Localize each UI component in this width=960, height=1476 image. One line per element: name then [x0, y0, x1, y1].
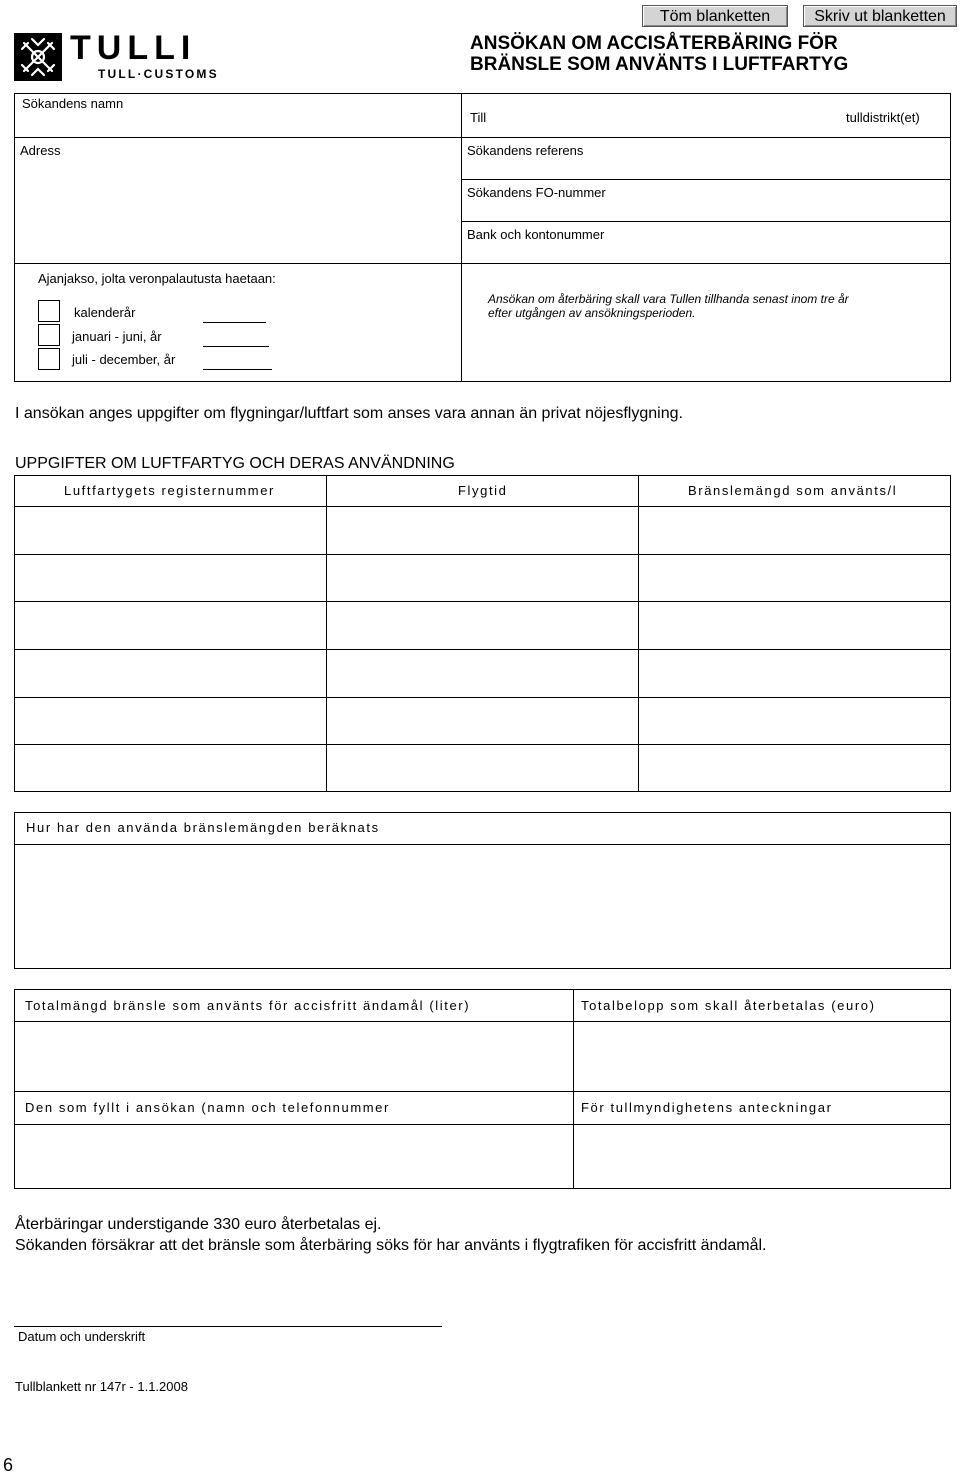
col-registration-number: Luftfartygets registernummer	[64, 483, 275, 498]
filled-by-field[interactable]	[16, 1126, 572, 1187]
form-title-line1: ANSÖKAN OM ACCISÅTERBÄRING FÖR	[470, 33, 838, 54]
total-fuel-field[interactable]	[16, 1023, 572, 1090]
col-flight-time: Flygtid	[458, 483, 508, 498]
fo-number-field[interactable]	[630, 182, 948, 218]
year-field-calendar[interactable]	[203, 322, 266, 323]
clear-form-button[interactable]: Töm blanketten	[642, 5, 788, 27]
logo-subtitle: TULL·CUSTOMS	[98, 67, 219, 81]
table-cell[interactable]	[640, 556, 949, 600]
checkbox-jul-dec[interactable]	[38, 348, 60, 370]
year-field-jan-jun[interactable]	[203, 346, 269, 347]
table-cell[interactable]	[640, 746, 949, 791]
address-label: Adress	[20, 143, 61, 158]
customs-district-label: tulldistrikt(et)	[846, 110, 920, 125]
deadline-note-line1: Ansökan om återbäring skall vara Tullen tillhanda senast inom tre år	[488, 292, 849, 306]
print-form-button[interactable]: Skriv ut blanketten	[803, 5, 957, 27]
table-cell[interactable]	[16, 699, 325, 743]
logo-wordmark: TULLI	[70, 29, 197, 67]
to-label: Till	[470, 110, 487, 125]
period-heading: Ajanjakso, jolta veronpalautusta haetaan:	[38, 271, 276, 286]
form-title-line2: BRÄNSLE SOM ANVÄNTS I LUFTFARTYG	[470, 54, 849, 75]
table-cell[interactable]	[640, 699, 949, 743]
page-number: 6	[3, 1455, 14, 1475]
table-cell[interactable]	[16, 556, 325, 600]
reference-field[interactable]	[600, 140, 948, 176]
authority-notes-label: För tullmyndighetens anteckningar	[581, 1100, 833, 1115]
deadline-note-line2: efter utgången av ansökningsperioden.	[488, 306, 696, 320]
authority-notes-field	[575, 1126, 949, 1187]
address-field[interactable]	[16, 162, 459, 260]
total-amount-field[interactable]	[575, 1023, 949, 1090]
form-title	[470, 33, 848, 75]
table-cell[interactable]	[328, 603, 637, 648]
table-cell[interactable]	[16, 508, 325, 553]
applicant-declaration: Sökanden försäkrar att det bränsle som återbäring söks för har använts i flygtrafiken för accisfritt ändamål.	[15, 1237, 767, 1254]
bank-account-label: Bank och kontonummer	[467, 227, 605, 242]
table-cell[interactable]	[328, 556, 637, 600]
table-cell[interactable]	[640, 508, 949, 553]
customs-emblem-icon	[14, 33, 62, 81]
checkbox-jan-jun[interactable]	[38, 324, 60, 346]
form-id: Tullblankett nr 147r - 1.1.2008	[15, 1379, 188, 1394]
table-cell[interactable]	[640, 651, 949, 696]
option-jul-dec-label: juli - december, år	[72, 352, 176, 367]
checkbox-calendar-year[interactable]	[38, 300, 60, 322]
signature-field[interactable]	[14, 1290, 442, 1325]
table-cell[interactable]	[328, 508, 637, 553]
table-cell[interactable]	[328, 746, 637, 791]
table-cell[interactable]	[16, 603, 325, 648]
minimum-refund-statement: Återbäringar understigande 330 euro återbetalas ej.	[15, 1216, 382, 1233]
year-field-jul-dec[interactable]	[203, 369, 272, 370]
declaration	[15, 1214, 766, 1256]
table-cell[interactable]	[16, 746, 325, 791]
table-cell[interactable]	[328, 699, 637, 743]
signature-label: Datum och underskrift	[18, 1329, 146, 1344]
deadline-note	[488, 292, 849, 320]
section-heading: UPPGIFTER OM LUFTFARTYG OCH DERAS ANVÄNDNING	[15, 455, 455, 472]
total-fuel-label: Totalmängd bränsle som använts för accisfritt ändamål (liter)	[25, 998, 471, 1013]
private-flight-notice: I ansökan anges uppgifter om flygningar/luftfart som anses vara annan än privat nöjesflygning.	[15, 405, 683, 422]
filled-by-label: Den som fyllt i ansökan (namn och telefonnummer	[25, 1100, 390, 1115]
reference-label: Sökandens referens	[467, 143, 584, 158]
col-fuel-used: Bränslemängd som använts/l	[688, 483, 898, 498]
table-cell[interactable]	[328, 651, 637, 696]
option-jan-jun-label: januari - juni, år	[72, 329, 162, 344]
applicant-name-field[interactable]	[16, 114, 459, 136]
signature-line	[14, 1326, 442, 1327]
table-cell[interactable]	[640, 603, 949, 648]
calculation-label: Hur har den använda bränslemängden beräknats	[26, 820, 380, 835]
calculation-field[interactable]	[16, 846, 949, 967]
option-calendar-year-label: kalenderår	[74, 305, 136, 320]
applicant-name-label: Sökandens namn	[22, 96, 124, 111]
customs-district-field[interactable]	[495, 100, 835, 134]
bank-account-field[interactable]	[630, 224, 948, 260]
table-cell[interactable]	[16, 651, 325, 696]
fo-number-label: Sökandens FO-nummer	[467, 185, 606, 200]
total-amount-label: Totalbelopp som skall återbetalas (euro)	[581, 998, 876, 1013]
